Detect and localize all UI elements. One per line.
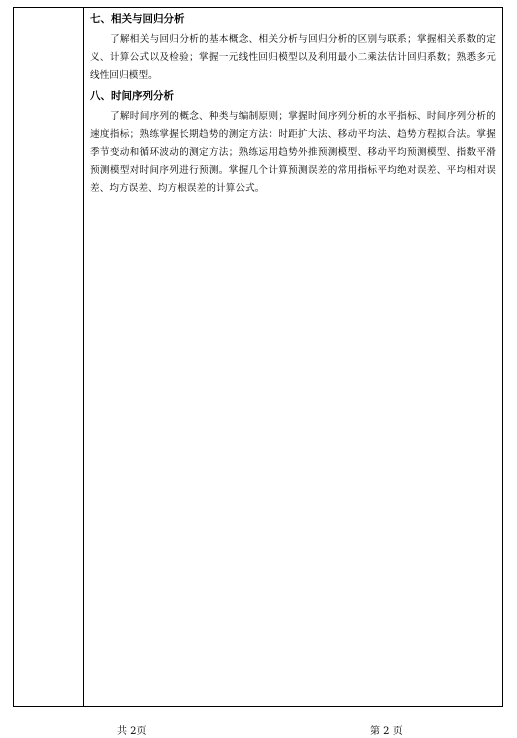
section-body-time-series: 了解时间序列的概念、种类与编制原则；掌握时间序列分析的水平指标、时间序列分析的速度指标；熟练掌握长期趋势的测定方法：时距扩大法、移动平均法、趋势方程拟合法。掌握季节变动和循环波动的测定方法；熟练运用趋势外推预测模型、移动平均预测模型、指数平滑预测模型对时间序列进行预测。掌握几个计算预测误差的常用指标平均绝对误差、平均相对误差、均方误差、均方根误差的计算公式。 — [90, 111, 496, 194]
footer-current-page: 第 2 页 — [370, 726, 403, 737]
left-column-cell — [14, 8, 84, 706]
section-heading-time-series: 八、时间序列分析 — [90, 90, 174, 102]
section-body-correlation-regression: 了解相关与回归分析的基本概念、相关分析与回归分析的区别与联系；掌握相关系数的定义、计算公式以及检验；掌握一元线性回归模型以及利用最小二乘法估计回归系数；熟悉多元线性回归模型。 — [90, 34, 496, 81]
section-heading-correlation-regression: 七、相关与回归分析 — [90, 13, 185, 25]
footer-total-pages: 共 2页 — [117, 726, 147, 737]
page-table — [13, 7, 503, 707]
content-cell — [90, 12, 496, 202]
